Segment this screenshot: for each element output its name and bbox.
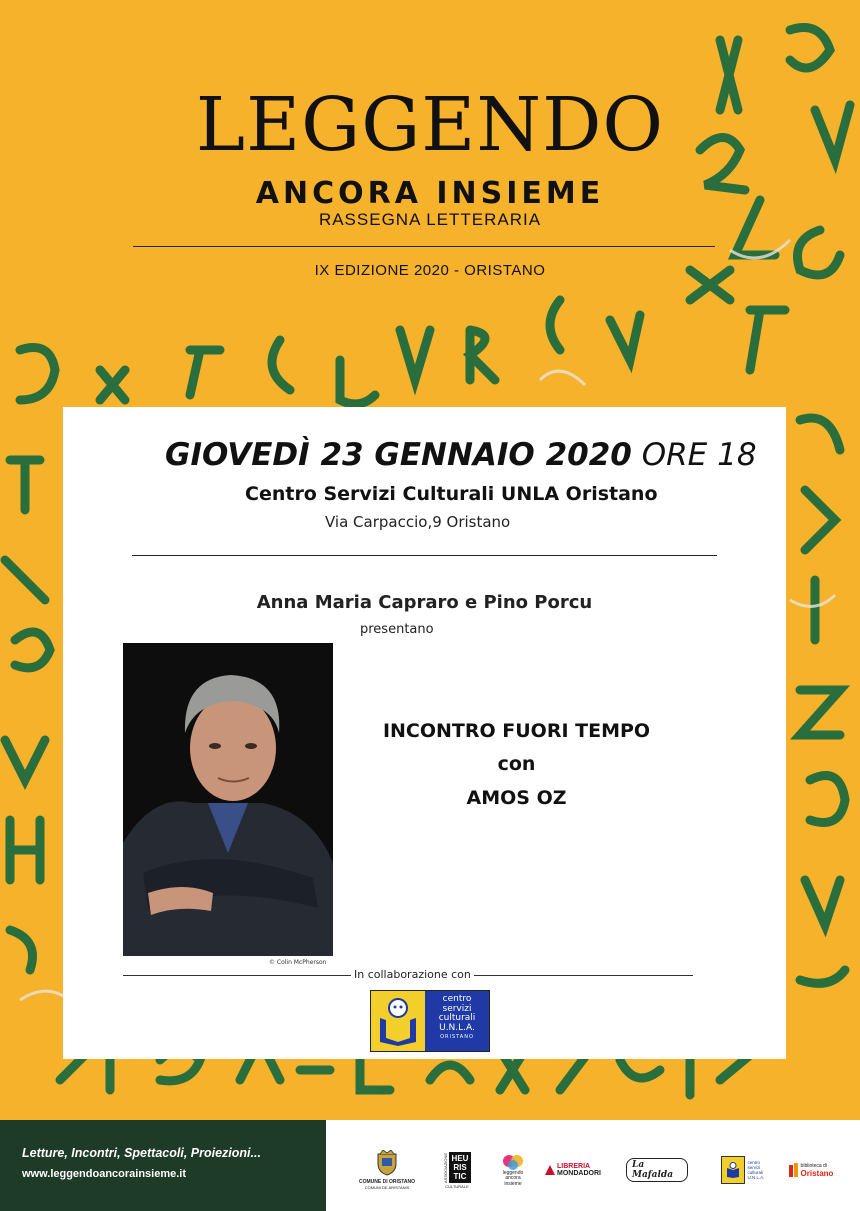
mondadori-triangle-icon [545, 1165, 555, 1175]
event-time: ORE 18 [641, 437, 757, 473]
sponsor-logos [326, 1120, 860, 1211]
unla-logo [370, 990, 490, 1052]
edition-label: IX EDIZIONE 2020 - ORISTANO [314, 262, 546, 279]
event-date-line [165, 437, 757, 473]
event-address: Via Carpaccio,9 Oristano [325, 513, 511, 531]
footer-website-link[interactable]: www.leggendoancorainsieme.it [22, 1168, 187, 1180]
libreria-mondadori-logo: LIBRERIA MONDADORI [540, 1142, 606, 1198]
biblioteca-oristano-logo: biblioteca di Oristano [782, 1142, 840, 1198]
comune-oristano-logo: COMUNE DI ORISTANO COMUNI DE ARISTANIS [356, 1142, 418, 1198]
author-photo [123, 643, 333, 956]
book-icon [721, 1156, 745, 1184]
la-mafalda-logo: La Mafalda [626, 1142, 688, 1198]
footer-tagline: Letture, Incontri, Spettacoli, Proiezioni... [22, 1146, 261, 1160]
card-divider [132, 555, 717, 556]
event-date: GIOVEDÌ 23 GENNAIO 2020 [165, 437, 632, 473]
photo-credit: © Colin McPherson [269, 959, 327, 966]
collaboration-label: In collaborazione con [351, 968, 474, 981]
festival-tagline: RASSEGNA LETTERARIA [318, 210, 542, 229]
event-title: INCONTRO FUORI TEMPO [382, 720, 651, 742]
event-with: con [497, 753, 536, 775]
festival-subtitle: ANCORA INSIEME [255, 176, 605, 211]
event-author: AMOS OZ [466, 787, 567, 809]
csc-unla-small-logo: centro servizi culturali U.N.L.A. [712, 1142, 774, 1198]
book-icon [371, 991, 425, 1051]
coat-of-arms-icon [376, 1150, 398, 1176]
leggendo-logo: leggendo ancora insieme [494, 1142, 532, 1198]
header-divider [133, 246, 715, 247]
event-card [63, 407, 786, 1059]
event-venue: Centro Servizi Culturali UNLA Oristano [245, 483, 658, 505]
presenting-label: presentano [360, 622, 434, 637]
footer-left-panel [0, 1120, 326, 1211]
unla-logo-text: centro servizi culturali U.N.L.A. ORISTANO [425, 991, 489, 1051]
presenters: Anna Maria Capraro e Pino Porcu [256, 592, 593, 613]
festival-title: LEGGENDO [195, 82, 665, 168]
leggendo-mark-icon [502, 1153, 524, 1171]
biblioteca-icon [789, 1163, 799, 1177]
heuristic-logo: ASSOCIAZIONE HEU RIS TIC CULTURALE [436, 1142, 478, 1198]
